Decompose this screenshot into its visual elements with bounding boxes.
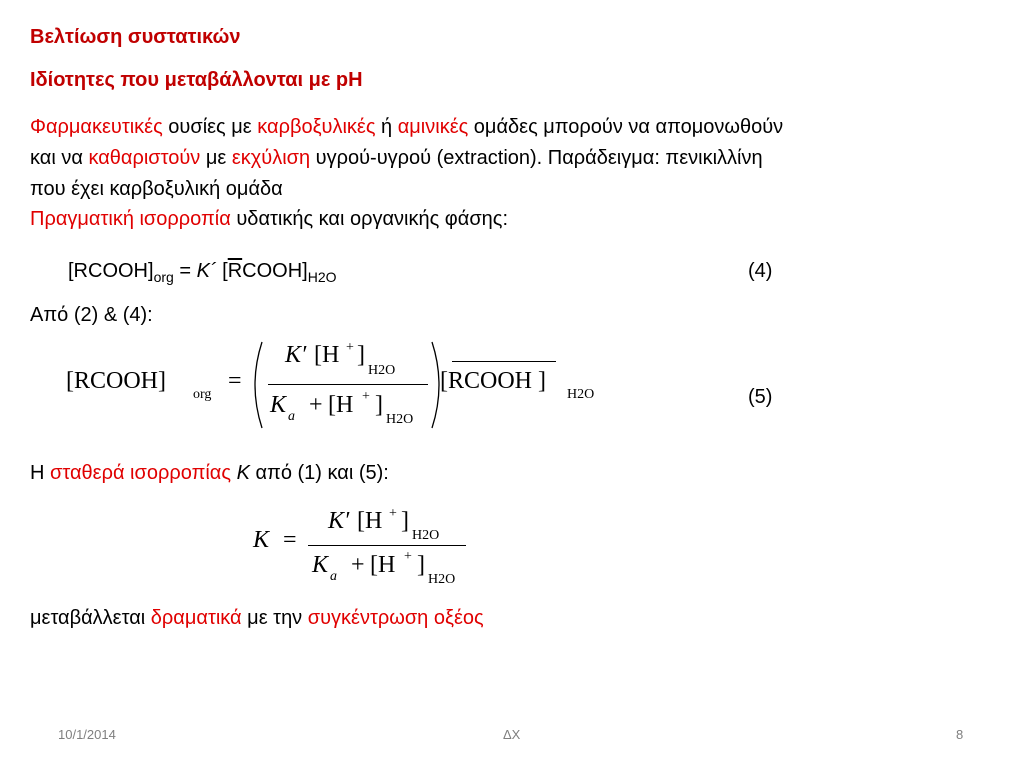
eq4-lhs: [RCOOH]: [68, 260, 154, 282]
eq5-rhs: [RCOOH ]: [440, 368, 546, 394]
slide-subtitle: Ιδίοτητες που μεταβάλλονται με pH: [30, 69, 363, 91]
paragraph-line-4: [30, 204, 508, 234]
from-2-and-4: Από (2) & (4):: [30, 304, 153, 326]
eq5-den-hplus: +: [362, 389, 370, 404]
eq5-rhs-sub: H2O: [567, 387, 595, 402]
eqk-num-close: ]: [401, 508, 409, 534]
equation-5-number: (5): [748, 386, 773, 408]
eq5-den-k: K: [270, 392, 287, 418]
eq5-lhs-sub: org: [193, 387, 212, 402]
eqk-equals: =: [283, 527, 297, 553]
eq5-den-h: [H: [328, 392, 354, 418]
eq4-r: $\overline{R}$: [227, 260, 243, 282]
eqk-den-hplus: +: [404, 549, 412, 564]
text: και να: [30, 147, 89, 169]
paragraph-line-3: που έχει καρβοξυλική ομάδα: [30, 178, 283, 200]
footer-page-number: 8: [956, 727, 964, 742]
text: ουσίες με: [162, 116, 258, 138]
footer-date: 10/1/2014: [58, 727, 116, 742]
eqk-den-h: [H: [370, 552, 396, 578]
eq4-rhs: COOH]: [242, 260, 308, 282]
eqk-num-h: [H: [357, 508, 383, 534]
paragraph-line-2: [30, 143, 763, 173]
term-purified: καθαριστούν: [88, 147, 201, 169]
text: μεταβάλλεται: [30, 607, 151, 629]
term-acid-concentration: συγκέντρωση οξέος: [307, 607, 484, 629]
eqk-fraction-bar: [308, 545, 466, 546]
eq5-den-a: a: [288, 409, 295, 424]
eq5-lhs: [RCOOH]: [66, 368, 166, 394]
eq5-fraction-bar: [268, 384, 428, 385]
text: από (1) και (5):: [249, 462, 389, 484]
eq5-den-close: ]: [375, 392, 383, 418]
eqk-den-a: a: [330, 569, 337, 584]
equation-4-number: (4): [748, 260, 773, 282]
eqk-den-close: ]: [417, 552, 425, 578]
eq5-num-close: ]: [357, 342, 365, 368]
eqk-lhs: K: [253, 527, 270, 553]
eq5-overline: [452, 361, 556, 362]
footer-author: ΔΧ: [503, 727, 521, 742]
text: Η: [30, 462, 50, 484]
eqk-den-sub: H2O: [428, 572, 456, 587]
term-extraction: εκχύλιση: [231, 147, 311, 169]
k-symbol: K: [236, 462, 250, 484]
eq5-num-plus: +: [346, 340, 354, 355]
eq5-den-sub: H2O: [386, 412, 414, 427]
slide-title: Βελτίωση συστατικών: [30, 26, 241, 48]
text: ομάδες μπορούν να απομονωθούν: [468, 116, 784, 138]
text: με: [200, 147, 232, 169]
text: υγρού-υγρού (extraction). Παράδειγμα: πενικιλλίνη: [310, 147, 763, 169]
eq4-lhs-sub: org: [153, 269, 174, 285]
equilibrium-constant-line: [30, 458, 389, 488]
eqk-num-sub: H2O: [412, 528, 440, 543]
concluding-line: [30, 603, 484, 633]
term-carboxylic: καρβοξυλικές: [257, 116, 376, 138]
term-dramatically: δραματικά: [150, 607, 242, 629]
eq4-bracket: [: [216, 260, 228, 282]
eq4-rhs-sub: H2O: [307, 269, 337, 285]
term-amine: αμινικές: [397, 116, 469, 138]
text: υδατικής και οργανικής φάσης:: [230, 208, 508, 230]
eqk-num-plus: +: [389, 506, 397, 521]
eq5-num-k: K′: [285, 342, 307, 368]
text: με την: [241, 607, 308, 629]
eq4-equals: =: [173, 260, 197, 282]
eqk-den-plus: +: [351, 552, 365, 578]
eq4-k: K´: [196, 260, 217, 282]
equation-4: [68, 256, 337, 292]
paragraph-line-1: [30, 112, 783, 142]
text: ή: [375, 116, 398, 138]
eqk-den-k: K: [312, 552, 329, 578]
eq5-num-h: [H: [314, 342, 340, 368]
eq5-equals: =: [228, 368, 242, 394]
eq5-left-paren: [244, 340, 268, 430]
eq5-num-sub: H2O: [368, 363, 396, 378]
eq5-den-plus: +: [309, 392, 323, 418]
eqk-num-k: K′: [328, 508, 350, 534]
term-equilibrium-constant: σταθερά ισορροπίας: [50, 462, 232, 484]
term-equilibrium: Πραγματική ισορροπία: [30, 208, 231, 230]
term-pharmaceutical: Φαρμακευτικές: [30, 116, 163, 138]
